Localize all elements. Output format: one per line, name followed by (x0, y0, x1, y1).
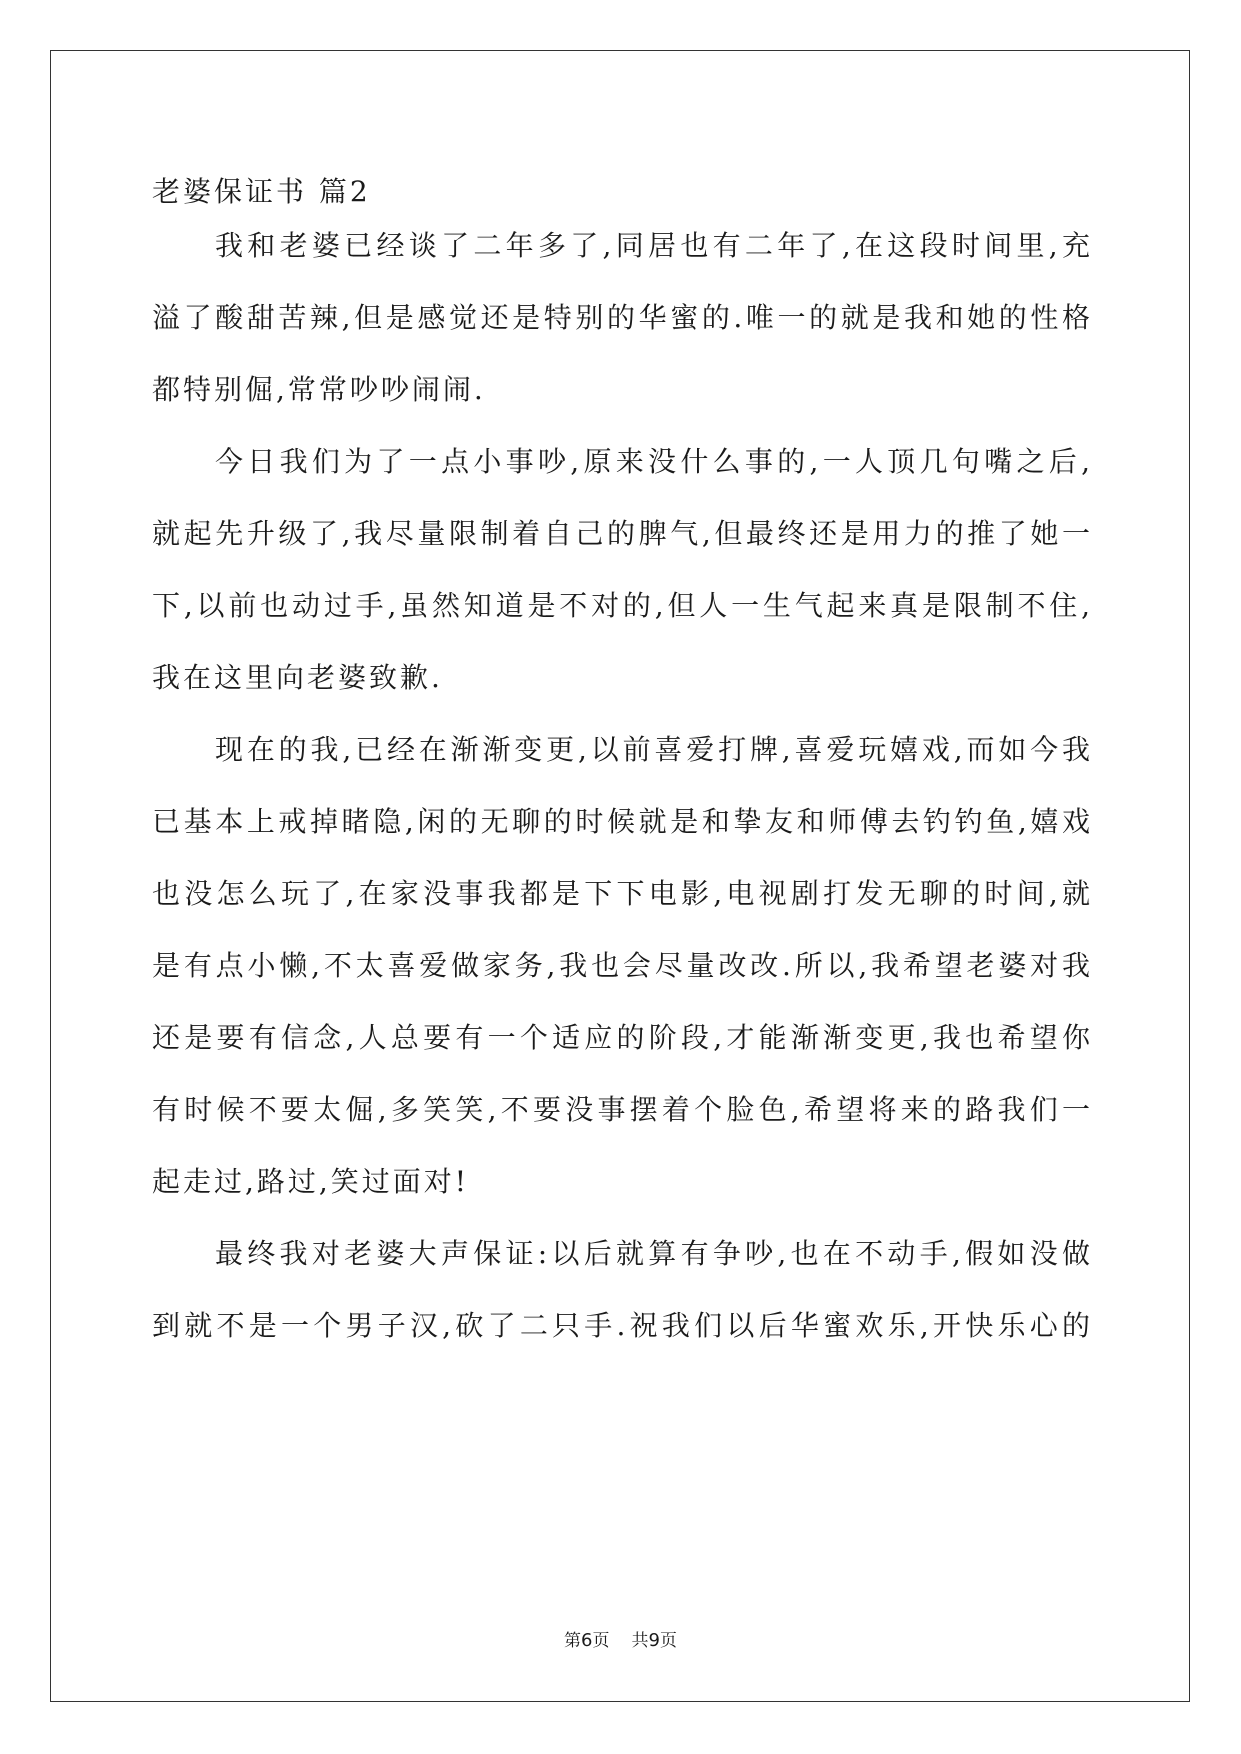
paragraph-1-line-2: 溢了酸甜苦辣,但是感觉还是特别的华蜜的.唯一的就是我和她的性格 (152, 301, 1090, 334)
paragraph-3-line-3: 也没怎么玩了,在家没事我都是下下电影,电视剧打发无聊的时间,就 (152, 877, 1090, 910)
paragraph-2-line-1: 今日我们为了一点小事吵,原来没什么事的,一人顶几句嘴之后, (215, 445, 1090, 478)
paragraph-1-line-3: 都特别倔,常常吵吵闹闹. (152, 373, 486, 406)
total-prefix: 共 (631, 1631, 649, 1651)
paragraph-3-line-2: 已基本上戒掉睹隐,闲的无聊的时候就是和挚友和师傅去钓钓鱼,嬉戏 (152, 805, 1090, 838)
paragraph-1-line-1: 我和老婆已经谈了二年多了,同居也有二年了,在这段时间里,充 (215, 229, 1090, 262)
paragraph-4-line-1: 最终我对老婆大声保证:以后就算有争吵,也在不动手,假如没做 (215, 1237, 1090, 1270)
page-total: 9 (648, 1630, 660, 1651)
paragraph-3-line-5: 还是要有信念,人总要有一个适应的阶段,才能渐渐变更,我也希望你 (152, 1021, 1090, 1054)
paragraph-3-line-4: 是有点小懒,不太喜爱做家务,我也会尽量改改.所以,我希望老婆对我 (152, 949, 1090, 982)
page-footer (0, 1626, 1241, 1651)
paragraph-4-line-2: 到就不是一个男子汉,砍了二只手.祝我们以后华蜜欢乐,开快乐心的 (152, 1309, 1090, 1342)
page-suffix: 页 (592, 1631, 610, 1651)
total-suffix: 页 (659, 1631, 677, 1651)
paragraph-3-line-7: 起走过,路过,笑过面对! (152, 1165, 470, 1198)
paragraph-2-line-2: 就起先升级了,我尽量限制着自己的脾气,但最终还是用力的推了她一 (152, 517, 1090, 550)
document-heading: 老婆保证书 篇2 (152, 175, 371, 208)
paragraph-2-line-4: 我在这里向老婆致歉. (152, 661, 443, 694)
paragraph-2-line-3: 下,以前也动过手,虽然知道是不对的,但人一生气起来真是限制不住, (152, 589, 1090, 622)
page-current: 6 (581, 1630, 593, 1651)
paragraph-3-line-1: 现在的我,已经在渐渐变更,以前喜爱打牌,喜爱玩嬉戏,而如今我 (215, 733, 1090, 766)
page-prefix: 第 (564, 1631, 582, 1651)
paragraph-3-line-6: 有时候不要太倔,多笑笑,不要没事摆着个脸色,希望将来的路我们一 (152, 1093, 1090, 1126)
